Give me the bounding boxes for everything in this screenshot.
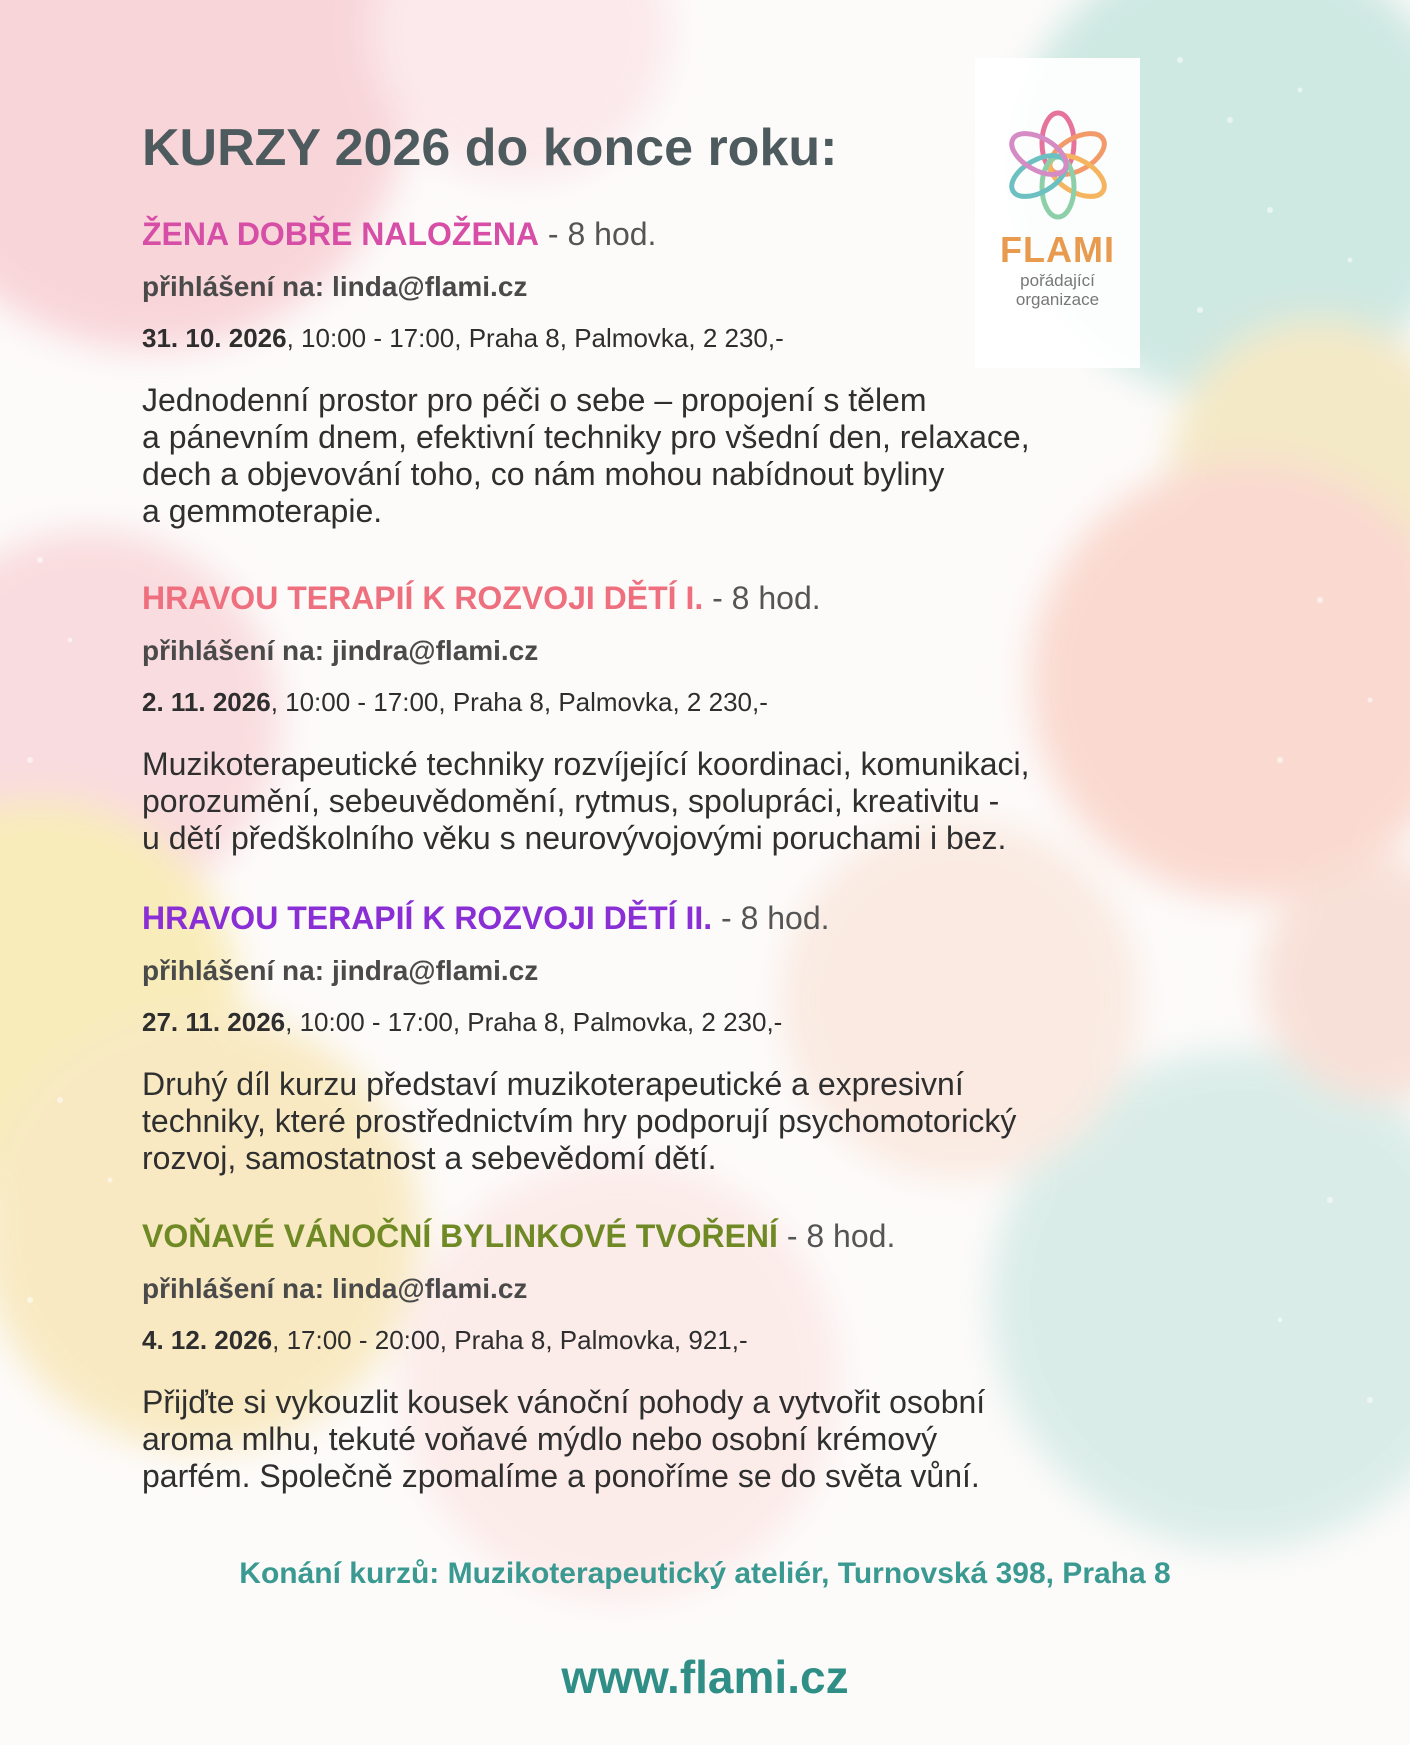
flower-mandala-icon xyxy=(993,110,1123,220)
website-link[interactable]: www.flami.cz xyxy=(561,1651,849,1703)
course-details: , 10:00 - 17:00, Praha 8, Palmovka, 2 230,- xyxy=(270,687,768,717)
course-description xyxy=(142,382,1292,530)
description-line: u dětí předškolního věku s neurovývojovými poruchami i bez. xyxy=(142,820,1007,856)
flami-logo xyxy=(975,58,1140,368)
course-description xyxy=(142,746,1292,857)
description-line: techniky, které prostřednictvím hry podporují psychomotorický xyxy=(142,1103,1017,1139)
course-details: , 10:00 - 17:00, Praha 8, Palmovka, 2 230,- xyxy=(285,1007,783,1037)
course-title xyxy=(142,1218,1292,1255)
course-schedule xyxy=(142,1325,1292,1356)
course-hours: - 8 hod. xyxy=(712,900,830,936)
registration-email-link[interactable]: jindra@flami.cz xyxy=(332,955,539,986)
course-hours: - 8 hod. xyxy=(777,1218,896,1254)
course-title-text: HRAVOU TERAPIÍ K ROZVOJI DĚTÍ II. xyxy=(142,900,713,936)
course-title-text: ŽENA DOBŘE NALOŽENA xyxy=(142,216,540,252)
logo-name: FLAMI xyxy=(1000,229,1115,270)
course-description xyxy=(142,1066,1292,1177)
description-line: aroma mlhu, tekuté voňavé mýdlo nebo osobní krémový xyxy=(142,1421,938,1457)
course-description xyxy=(142,1384,1292,1495)
course-details: , 17:00 - 20:00, Praha 8, Palmovka, 921,- xyxy=(272,1325,748,1355)
course-registration xyxy=(142,955,1292,987)
registration-label: přihlášení na: xyxy=(142,1273,325,1304)
description-line: Muzikoterapeutické techniky rozvíjející koordinaci, komunikaci, xyxy=(142,746,1030,782)
description-line: Jednodenní prostor pro péči o sebe – propojení s tělem xyxy=(142,382,927,418)
course-details: , 10:00 - 17:00, Praha 8, Palmovka, 2 230,- xyxy=(286,323,784,353)
registration-email-link[interactable]: jindra@flami.cz xyxy=(332,635,539,666)
course-title xyxy=(142,580,1292,617)
description-line: parfém. Společně zpomalíme a ponoříme se do světa vůní. xyxy=(142,1458,980,1494)
course-title-text: VOŇAVÉ VÁNOČNÍ BYLINKOVÉ TVOŘENÍ xyxy=(142,1218,778,1254)
course-title-text: HRAVOU TERAPIÍ K ROZVOJI DĚTÍ I. xyxy=(142,580,704,616)
description-line: Druhý díl kurzu představí muzikoterapeutické a expresivní xyxy=(142,1066,964,1102)
registration-label: přihlášení na: xyxy=(142,271,325,302)
description-line: rozvoj, samostatnost a sebevědomí dětí. xyxy=(142,1140,717,1176)
course-schedule xyxy=(142,1007,1292,1038)
course-hours: - 8 hod. xyxy=(539,216,657,252)
course-hravou-terapii-2 xyxy=(142,900,1292,1177)
course-registration xyxy=(142,1273,1292,1305)
course-hours: - 8 hod. xyxy=(703,580,821,616)
description-line: a pánevním dnem, efektivní techniky pro všední den, relaxace, xyxy=(142,419,1030,455)
description-line: a gemmoterapie. xyxy=(142,493,383,529)
venue-info: Konání kurzů: Muzikoterapeutický ateliér, Turnovská 398, Praha 8 xyxy=(239,1557,1171,1590)
logo-subtitle-line2: organizace xyxy=(1015,290,1100,309)
registration-label: přihlášení na: xyxy=(142,635,325,666)
course-registration xyxy=(142,635,1292,667)
course-title xyxy=(142,900,1292,937)
course-hravou-terapii-1 xyxy=(142,580,1292,857)
course-date: 4. 12. 2026 xyxy=(142,1325,273,1355)
registration-email-link[interactable]: linda@flami.cz xyxy=(332,271,528,302)
description-line: porozumění, sebeuvědomění, rytmus, spolupráci, kreativitu - xyxy=(142,783,1000,819)
course-date: 31. 10. 2026 xyxy=(142,323,287,353)
page-title: KURZY 2026 do konce roku: xyxy=(142,119,838,177)
registration-email-link[interactable]: linda@flami.cz xyxy=(332,1273,528,1304)
description-line: Přijďte si vykouzlit kousek vánoční pohody a vytvořit osobní xyxy=(142,1384,986,1420)
course-vonave-vanocni-tvoreni xyxy=(142,1218,1292,1495)
description-line: dech a objevování toho, co nám mohou nabídnout byliny xyxy=(142,456,945,492)
course-schedule xyxy=(142,687,1292,718)
course-date: 27. 11. 2026 xyxy=(142,1007,286,1037)
logo-subtitle-line1: pořádající xyxy=(1020,271,1095,290)
registration-label: přihlášení na: xyxy=(142,955,325,986)
course-date: 2. 11. 2026 xyxy=(142,687,271,717)
